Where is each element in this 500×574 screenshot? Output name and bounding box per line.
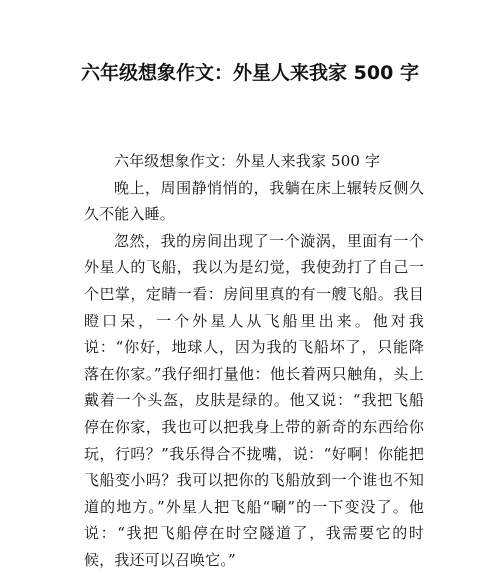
paragraph-1: 晚上，周围静悄悄的，我躺在床上辗转反侧久久不能入睡。: [84, 178, 424, 224]
paragraph-subtitle: 六年级想象作文：外星人来我家 500 字: [114, 152, 381, 170]
paragraph-2: 忽然，我的房间出现了一个漩涡，里面有一个外星人的飞船，我以为是幻觉，我使劲打了自己一个巴掌，定睛一看：房间里真的有一艘飞船。我目瞪口呆，一个外星人从飞船里出来。他对我说：“你好，地球人，因为我的飞船坏了，只能降落在你家。”我仔细打量他：他长着两只触角，头上戴着一个头盔，皮肤是绿的。他又说：“我把飞船停在你家，我也可以把我身上带的新奇的东西给你玩，行吗？”我乐得合不拢嘴，说：“好啊！你能把飞船变小吗？我可以把你的飞船放到一个谁也不知道的地方。”外星人把飞船“唰”的一下变没了。他说：“我把飞船停在时空隧道了，我需要它的时候，我还可以召唤它。”: [84, 231, 424, 569]
document-body: [84, 148, 424, 574]
document-title: 六年级想象作文：外星人来我家 500 字: [81, 62, 419, 84]
